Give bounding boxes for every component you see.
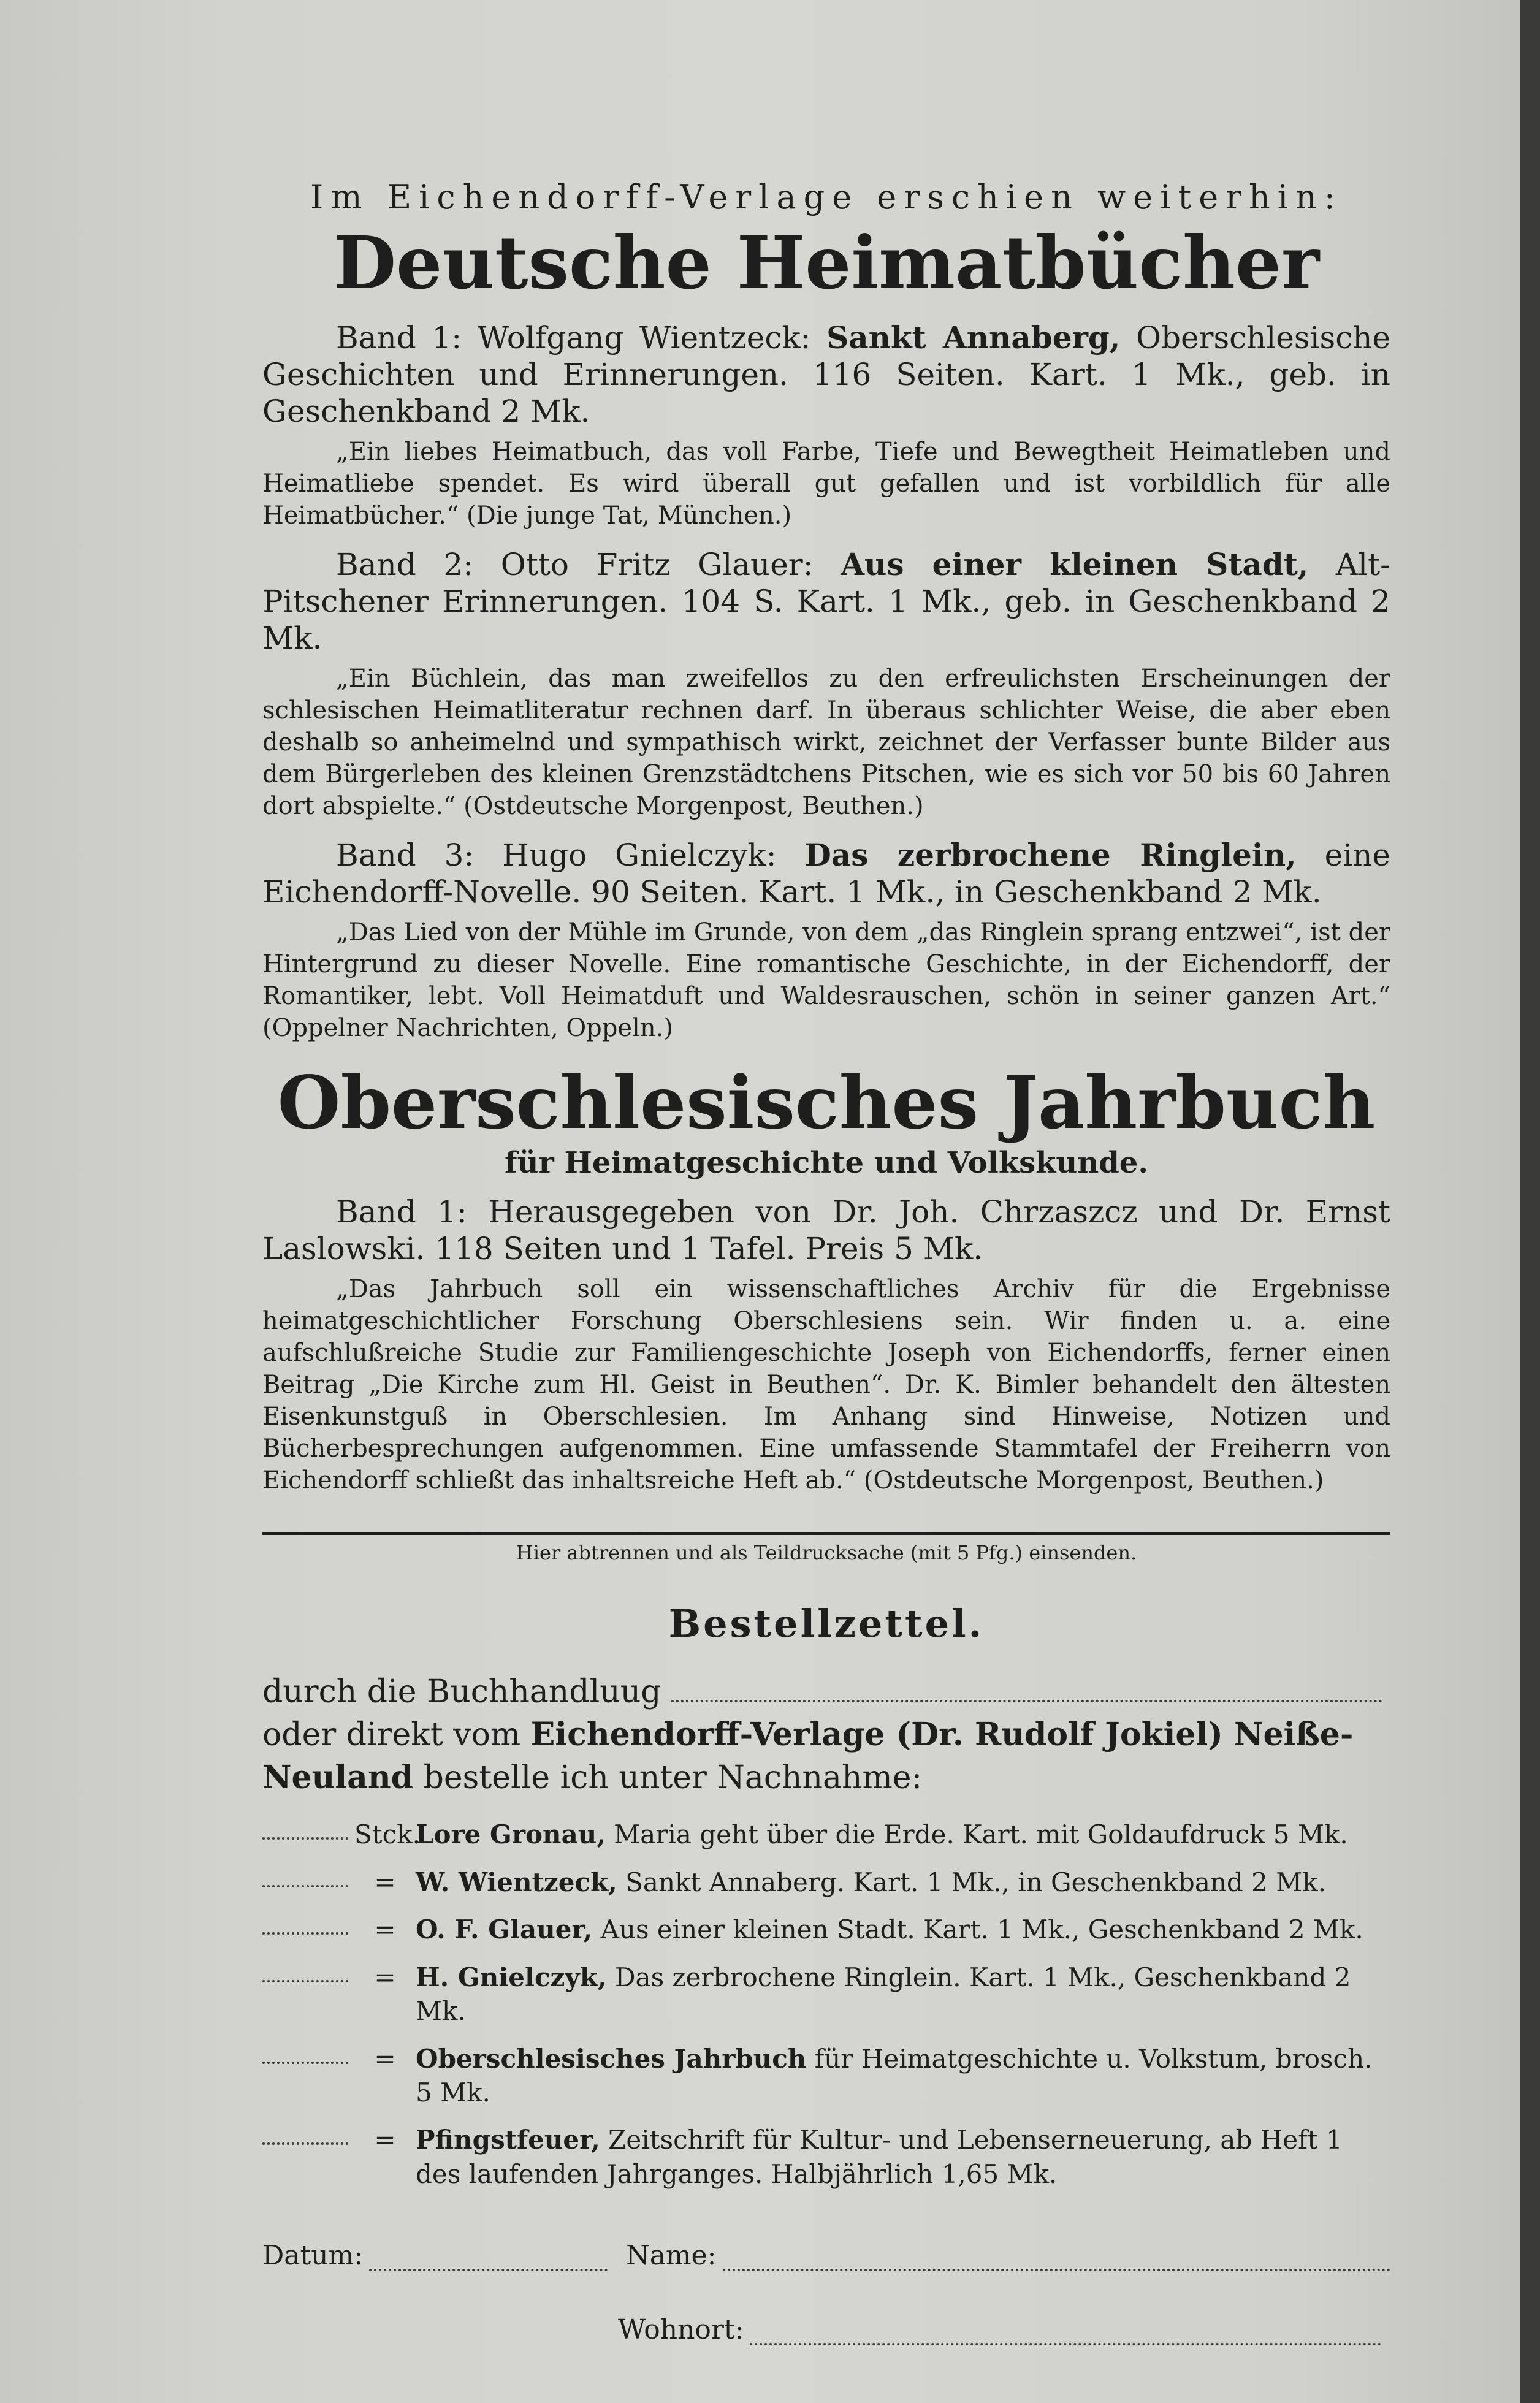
order-item-gnielczyk — [262, 1960, 1390, 2028]
publisher-prefix: oder direkt vom — [262, 1716, 521, 1753]
order-prefix: = — [374, 1914, 396, 1945]
book-author: Wolfgang Wientzeck: — [477, 319, 811, 356]
order-item-glauer — [262, 1913, 1390, 1946]
review-quote: „Das Lied von der Mühle im Grunde, von dem „das Ringlein sprang entzwei“, ist der Hintergrund zu dieser Novelle. Eine romantische Geschichte, in der Eichendorff, der Romantiker, lebt. Voll Heimatduft und Waldesrauschen, schön in seiner ganzen Art.“ (Oppelner Nachrichten, Oppeln.) — [262, 918, 1390, 1042]
book-details: eine Eichendorff-Novelle. 90 Seiten. Kart. 1 Mk., in Geschenkband 2 Mk. — [262, 837, 1391, 910]
cut-line — [262, 1532, 1390, 1535]
series-title: Deutsche Heimatbücher — [333, 220, 1320, 305]
review-quote: „Ein Büchlein, das man zweifellos zu den erfreulichsten Erscheinungen der schlesischen Heimatliteratur rechnen darf. In überaus schlichter Weise, die aber eben deshalb so anheimelnd und sympathisch wirkt, zeichnet der Verfasser bunte Bilder aus dem Bürgerleben des kleinen Grenzstädtchens Pitschen, wie es sich vor 50 bis 60 Jahren dort abspielte.“ (Ostdeutsche Morgenpost, Beuthen.) — [262, 664, 1390, 820]
residence-field[interactable] — [750, 2321, 1381, 2345]
order-prefix: = — [374, 2125, 396, 2155]
page-content — [262, 178, 1390, 2345]
date-name-row — [262, 2240, 1390, 2271]
order-prefix: = — [374, 1962, 396, 1992]
order-author: Oberschlesisches Jahrbuch — [416, 2043, 807, 2074]
book-title: Aus einer kleinen Stadt, — [841, 546, 1309, 582]
quantity-field[interactable] — [262, 1960, 348, 1982]
book-title: Das zerbrochene Ringlein, — [804, 836, 1297, 873]
order-item-wientzeck — [262, 1865, 1390, 1899]
review-quote: „Das Jahrbuch soll ein wissenschaftliches Archiv für die Ergebnisse heimatgeschichtlicher Forschung Oberschlesiens sein. Wir finden u. a. eine aufschlußreiche Studie zur Familiengeschichte Joseph von Eichendorffs, ferner einen Beitrag „Die Kirche zum Hl. Geist in Beuthen“. Dr. K. Bimler behandelt den ältesten Eisenkunstguß in Oberschlesien. Im Anhang sind Hinweise, Notizen und Bücherbesprechungen aufgenommen. Eine umfassende Stammtafel der Freiherrn von Eichendorff schließt das inhaltsreiche Heft ab.“ (Ostdeutsche Morgenpost, Beuthen.) — [262, 1274, 1390, 1495]
order-description: Zeitschrift für Kultur- und Lebenserneuerung, ab Heft 1 des laufenden Jahrganges. Halbjährlich 1,65 Mk. — [416, 2125, 1343, 2189]
residence-label: Wohnort: — [618, 2314, 744, 2346]
order-author: Lore Gronau, — [416, 1819, 606, 1850]
bookstore-field[interactable] — [671, 1700, 1382, 1702]
quantity-field[interactable] — [262, 2042, 348, 2064]
order-list — [262, 1818, 1390, 2191]
name-label: Name: — [626, 2240, 717, 2272]
order-form-title: Bestellzettel. — [668, 1601, 985, 1646]
review-quote: „Ein liebes Heimatbuch, das voll Farbe, Tiefe und Bewegtheit Heimatleben und Heimatliebe spendet. Es wird überall gut gefallen und ist vorbildlich für alle Heimatbücher.“ (Die junge Tat, München.) — [262, 437, 1390, 530]
order-author: O. F. Glauer, — [416, 1914, 593, 1945]
order-author: W. Wientzeck, — [416, 1867, 617, 1897]
quantity-field[interactable] — [262, 1865, 348, 1887]
publisher-suffix: bestelle ich unter Nachnahme: — [423, 1759, 923, 1797]
band-label: Band 3: — [336, 837, 475, 873]
order-item-gronau — [262, 1818, 1390, 1851]
date-label: Datum: — [262, 2240, 364, 2272]
cut-instruction: Hier abtrennen und als Teildrucksache (mit 5 Pfg.) einsenden. — [516, 1540, 1137, 1564]
book-author: Hugo Gnielczyk: — [502, 837, 777, 873]
book-title: Sankt Annaberg, — [826, 319, 1121, 356]
bookstore-label: durch die Buchhandluug — [262, 1673, 661, 1710]
book-details: Alt-Pitschener Erinnerungen. 104 S. Kart. 1 Mk., geb. in Geschenkband 2 Mk. — [262, 546, 1391, 656]
band-label: Band 1: — [336, 319, 462, 356]
jahrbuch-details: Herausgegeben von Dr. Joh. Chrzaszcz und Dr. Ernst Laslowski. 118 Seiten und 1 Tafel. Preis 5 Mk. — [262, 1194, 1390, 1266]
publisher-kicker: Im Eichendorff-Verlage erschien weiterhin: — [310, 178, 1343, 216]
order-description: Das zerbrochene Ringlein. Kart. 1 Mk., Geschenkband 2 Mk. — [416, 1962, 1351, 2027]
publisher-line — [262, 1713, 1390, 1799]
jahrbuch-entry — [262, 1194, 1390, 1496]
order-prefix: = — [374, 2043, 396, 2074]
book-details: Oberschlesische Geschichten und Erinnerungen. 116 Seiten. Kart. 1 Mk., geb. in Geschenkband 2 Mk. — [262, 319, 1390, 429]
order-description: Sankt Annaberg. Kart. 1 Mk., in Geschenkband 2 Mk. — [625, 1867, 1327, 1897]
order-item-pfingstfeuer — [262, 2123, 1390, 2191]
band-label: Band 1: — [336, 1194, 467, 1230]
book-author: Otto Fritz Glauer: — [500, 546, 814, 582]
name-field[interactable] — [723, 2247, 1390, 2271]
residence-row — [262, 2314, 1390, 2345]
order-description: für Heimatgeschichte u. Volkstum, brosch. 5 Mk. — [416, 2043, 1373, 2108]
bookstore-line — [262, 1670, 1390, 1713]
heimatbuch-entry-1 — [262, 319, 1390, 531]
order-prefix: = — [374, 1867, 396, 1897]
order-item-jahrbuch — [262, 2042, 1390, 2110]
quantity-field[interactable] — [262, 1818, 348, 1840]
order-author: H. Gnielczyk, — [416, 1962, 607, 1992]
order-description: Aus einer kleinen Stadt. Kart. 1 Mk., Geschenkband 2 Mk. — [600, 1914, 1363, 1945]
order-author: Pfingstfeuer, — [416, 2125, 600, 2155]
date-field[interactable] — [369, 2247, 608, 2271]
order-description: Maria geht über die Erde. Kart. mit Goldaufdruck 5 Mk. — [614, 1819, 1348, 1850]
quantity-field[interactable] — [262, 2123, 348, 2145]
jahrbuch-title: Oberschlesisches Jahrbuch — [277, 1059, 1376, 1145]
quantity-field[interactable] — [262, 1913, 348, 1935]
heimatbuch-entry-3 — [262, 837, 1390, 1044]
publisher-name: Eichendorff-Verlage (Dr. Rudolf Jokiel) Neiße-Neuland — [262, 1715, 1354, 1797]
order-prefix: Stck. — [354, 1819, 421, 1850]
band-label: Band 2: — [336, 546, 474, 582]
heimatbuch-entry-2 — [262, 546, 1390, 822]
jahrbuch-subtitle: für Heimatgeschichte und Volkskunde. — [504, 1145, 1149, 1180]
